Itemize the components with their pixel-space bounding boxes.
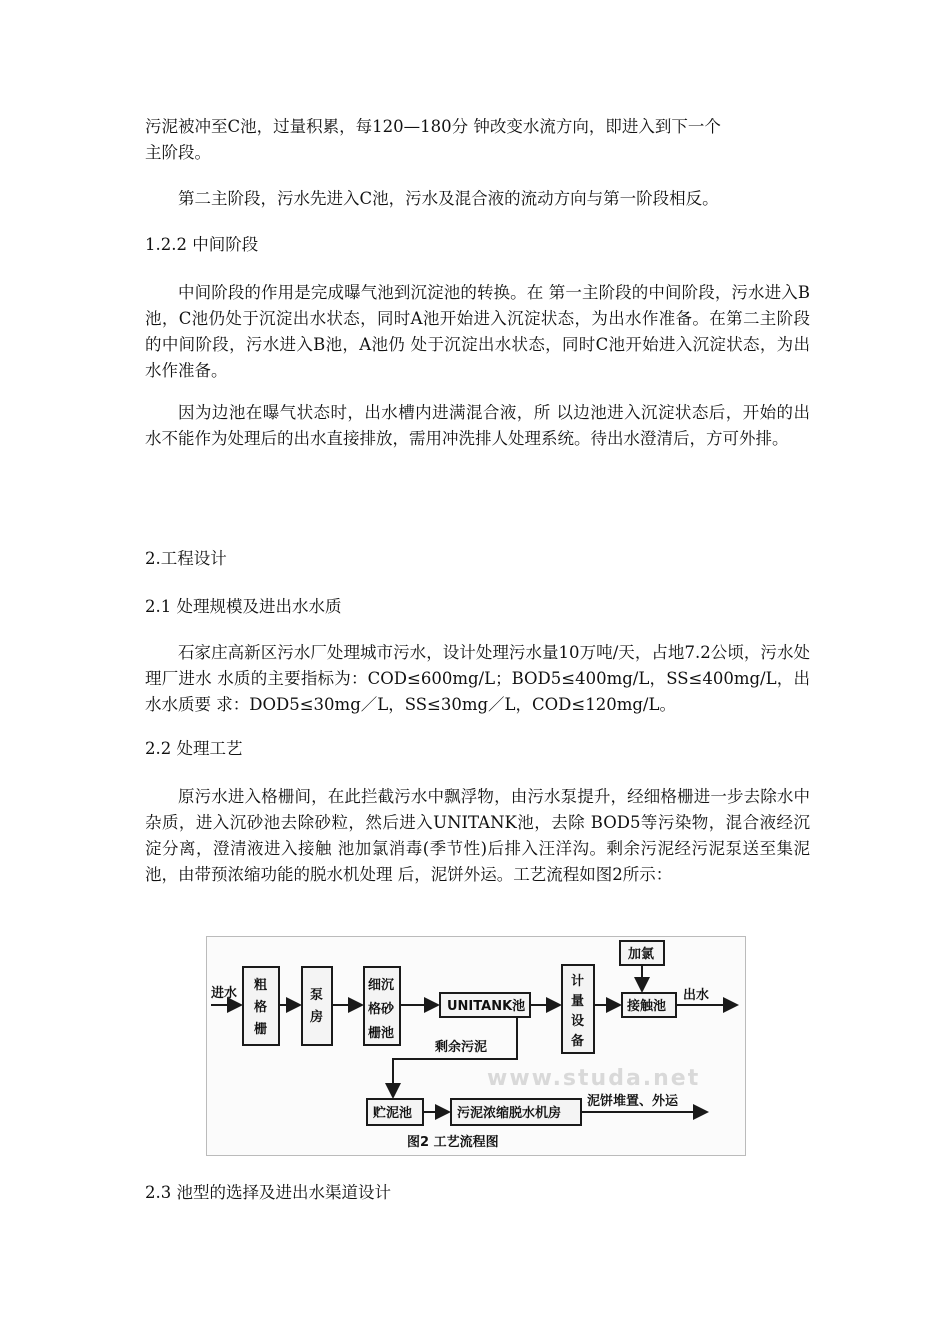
heading-2-3: 2.3 池型的选择及进出水渠道设计	[145, 1183, 391, 1202]
meter-label-1: 计	[571, 974, 585, 989]
paragraph-side-tank: 因为边池在曝气状态时，出水槽内进满混合液，所 以边池进入沉淀状态后，开始的出水不能作为处理后的出水直接排放，需用冲洗排人处理系统。待出水澄清后，方可外排。	[145, 403, 810, 448]
pump-house-box	[302, 967, 332, 1045]
contact-tank-label: 接触池	[627, 999, 667, 1014]
watermark-text: www.studa.net	[487, 1066, 701, 1091]
dewatering-room-label: 污泥浓缩脱水机房	[457, 1106, 562, 1121]
meter-label-3: 设	[571, 1014, 585, 1029]
cake-disposal-label: 泥饼堆置、外运	[587, 1094, 679, 1109]
meter-label-4: 备	[571, 1034, 585, 1049]
unitank-label: UNITANK池	[447, 999, 526, 1014]
chlorine-label: 加氯	[628, 947, 655, 962]
meter-label-2: 量	[571, 994, 585, 1009]
pump-house-label-1: 泵	[310, 988, 324, 1003]
process-flow-diagram	[207, 937, 745, 1155]
coarse-screen-label-1: 粗	[254, 978, 268, 993]
coarse-screen-label-3: 栅	[254, 1022, 268, 1037]
outflow-label: 出水	[683, 988, 710, 1003]
paragraph-top-line-2: 主阶段。	[145, 143, 211, 162]
heading-2: 2.工程设计	[145, 549, 227, 568]
fine-grit-label-1: 细沉	[368, 978, 395, 993]
sludge-tank-label: 贮泥池	[373, 1106, 413, 1121]
coarse-screen-label-2: 格	[254, 1000, 268, 1015]
inflow-label: 进水	[211, 986, 238, 1001]
paragraph-scale-quality: 石家庄高新区污水厂处理城市污水，设计处理污水量10万吨/天，占地7.2公顷，污水处理厂进水 水质的主要指标为：COD≤600mg/L；BOD5≤400mg/L，SS≤400mg/L，出水水质要 求：DOD5≤30mg／L，SS≤30mg／L，COD≤120mg/L。	[145, 643, 810, 714]
fine-grit-label-3: 栅池	[368, 1026, 395, 1041]
fine-grit-label-2: 格砂	[368, 1002, 395, 1017]
heading-2-2: 2.2 处理工艺	[145, 739, 243, 758]
process-flow-figure	[206, 936, 746, 1156]
paragraph-middle-stage: 中间阶段的作用是完成曝气池到沉淀池的转换。在 第一主阶段的中间阶段，污水进入B池，C池仍处于沉淀出水状态，同时A池开始进入沉淀状态，为出水作准备。在第二主阶段的中间阶段，污水进入B池，A池仍 处于沉淀出水状态，同时C池开始进入沉淀状态，为出水作准备。	[145, 283, 810, 380]
paragraph-process: 原污水进入格栅间，在此拦截污水中飘浮物，由污水泵提升，经细格栅进一步去除水中杂质，进入沉砂池去除砂粒，然后进入UNITANK池，去除 BOD5等污染物，混合液经沉淀分离，澄清液进入接触 池加氯消毒(季节性)后排入汪洋沟。剩余污泥经污泥泵送至集泥池，由带预浓缩功能的脱水机处理 后，泥饼外运。工艺流程如图2所示：	[145, 787, 810, 884]
excess-sludge-label: 剩余污泥	[435, 1040, 488, 1055]
paragraph-top-line-1: 污泥被冲至C池，过量积累，每120—180分 钟改变水流方向，即进入到下一个	[145, 117, 721, 136]
heading-2-1: 2.1 处理规模及进出水水质	[145, 597, 342, 616]
heading-1-2-2: 1.2.2 中间阶段	[145, 235, 259, 254]
paragraph-second-stage: 第二主阶段，污水先进入C池，污水及混合液的流动方向与第一阶段相反。	[178, 189, 719, 208]
figure-caption: 图2 工艺流程图	[407, 1135, 499, 1150]
pump-house-label-2: 房	[310, 1010, 324, 1025]
